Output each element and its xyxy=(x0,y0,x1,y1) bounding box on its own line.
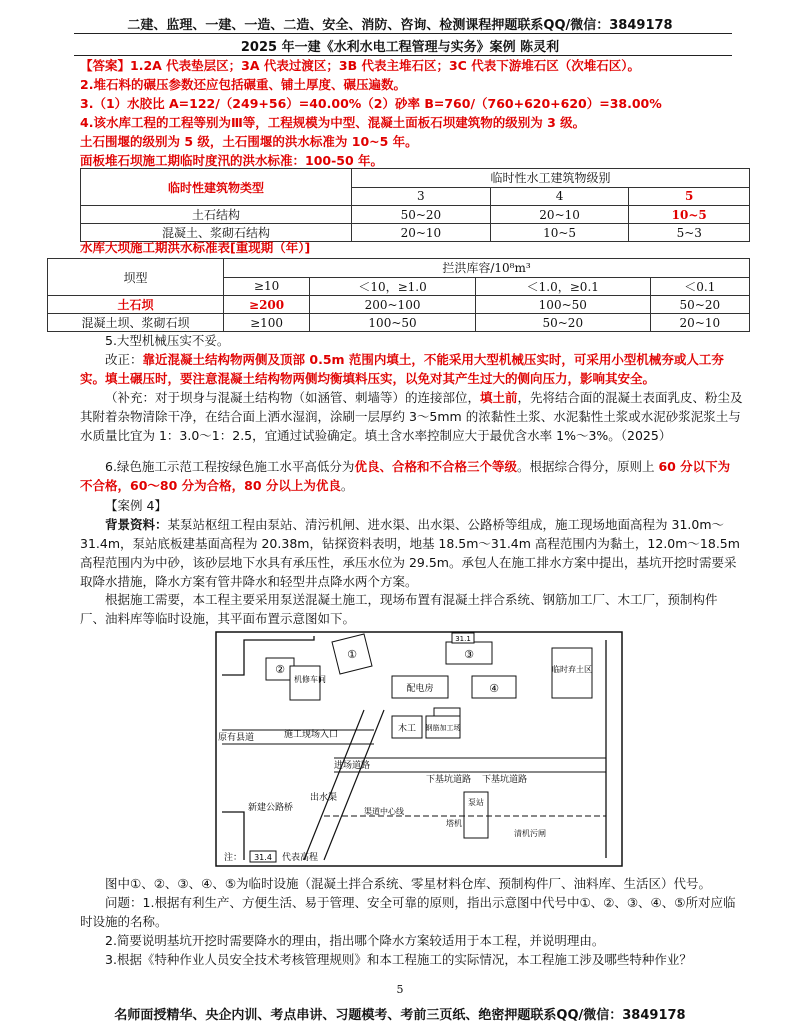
supplement-a: （补充：对于坝身与混凝土结构物（如涵管、刺墙等）的连接部位， xyxy=(105,390,481,405)
table1-cell: 混凝土、浆砌石结构 xyxy=(81,224,352,242)
table2-cell: ≥200 xyxy=(224,296,310,314)
table1-level: 4 xyxy=(490,187,629,206)
answer-line-1: 【答案】1.2A 代表垫层区；3A 代表过渡区；3B 代表主堆石区；3C 代表下游堆石区（次堆石区）。 xyxy=(80,58,640,73)
table1-cell: 20~10 xyxy=(490,206,629,224)
table-row xyxy=(48,296,750,314)
table1-cell: 10~5 xyxy=(629,206,750,224)
question-3: 3.根据《特种作业人员安全技术考核管理规则》和本工程施工的实际情况，本工程施工涉及哪些特种作业？ xyxy=(105,952,692,967)
table2-col-header: 坝型 xyxy=(48,259,224,296)
table1-level: 3 xyxy=(352,187,491,206)
table1-cell: 土石结构 xyxy=(81,206,352,224)
facility-3-label: ③ xyxy=(464,648,474,661)
header-rule-2 xyxy=(74,55,732,56)
facility-2-label: ② xyxy=(275,663,285,676)
facility-1-label: ① xyxy=(347,648,357,661)
table2-cell: 50~20 xyxy=(475,314,650,332)
table2-range: ＜10，≥1.0 xyxy=(310,277,476,296)
question-2: 2.简要说明基坑开挖时需要降水的理由，指出哪个降水方案较适用于本工程，并说明理由。 xyxy=(105,933,605,948)
table1-level: 5 xyxy=(629,187,750,206)
table2-cell: 100~50 xyxy=(310,314,476,332)
part6-d: 60 分以下为不合格，60～80 分为合格，80 分以上为优良 xyxy=(80,459,731,493)
table2-range: ＜0.1 xyxy=(650,277,749,296)
table2-group-header: 拦洪库容/10⁸m³ xyxy=(224,259,750,278)
question-1 xyxy=(80,893,740,931)
wood-shop-label: 木工 xyxy=(397,724,417,734)
header-line-1: 二建、监理、一建、一造、二造、安全、消防、咨询、检测课程押题联系QQ/微信：3849178 xyxy=(127,18,673,33)
table1-col-header: 临时性建筑物类型 xyxy=(81,169,352,206)
part5-line-1: 5.大型机械压实不妥。 xyxy=(105,333,230,348)
pump-station-label: 泵站 xyxy=(468,798,484,807)
note-text: 代表高程 xyxy=(282,853,319,863)
pit-road-label: 下基坑道路 xyxy=(426,775,472,785)
answer-line-2: 2.堆石料的碾压参数还应包括碾重、铺土厚度、碾压遍数。 xyxy=(80,77,406,92)
table1-cell: 20~10 xyxy=(352,224,491,242)
spoil-area-label: 临时弃土区 xyxy=(552,665,592,674)
table1-cell: 10~5 xyxy=(490,224,629,242)
rebar-shop-label: 钢筋加工场 xyxy=(425,724,461,732)
old-road-label: 原有县道 xyxy=(218,733,255,743)
note-label: 注： xyxy=(224,853,243,863)
answer-line-6: 面板堆石坝施工期临时度汛的洪水标准：100-50 年。 xyxy=(80,153,384,168)
table2-cell: 土石坝 xyxy=(48,296,224,314)
header-line-2: 2025 年一建《水利水电工程管理与实务》案例 陈灵利 xyxy=(240,40,560,55)
table1-cell: 5~3 xyxy=(629,224,750,242)
new-bridge-label: 新建公路桥 xyxy=(248,803,294,813)
supplement-c: ，先将结合面的混凝土表面乳皮、粉尘及其附着杂物清除干净，在结合面上洒水湿润，涂刷一层厚约 3～5mm 的浓黏性土浆、水泥黏性土浆或水泥砂浆泥浆土与水质量比宜为 1：3.0～1：2.5，宜通过试验确定。填土含水率控制应大于最优含水率 1%～3%。（2025） xyxy=(80,390,743,443)
dam-flood-standard-table xyxy=(47,258,750,332)
table2-cell: 100~50 xyxy=(475,296,650,314)
table-row xyxy=(81,206,750,224)
answer-line-3: 3.（1）水胶比 A=122/（249+56）=40.00%（2）砂率 B=760/（760+620+620）=38.00% xyxy=(80,96,662,111)
background-text: 某泵站枢纽工程由泵站、清污机闸、进水渠、出水渠、公路桥等组成，施工现场地面高程为 31.0m～31.4m，泵站底板建基面高程为 20.38m，钻探资料表明，地基 18.5m～31.4m 高程范围内为黏土，12.0m～18.5m 高程范围内为中砂，该砂层地下水具有承压性，承压水位为 29.5m。承包人在施工排水方案中提出，基坑开挖时需要采取降水措施，降水方案有管井降水和轻型井点降水两个方案。 xyxy=(80,517,740,589)
answer-line-4: 4.该水库工程的工程等别为Ⅲ等，工程规模为中型、混凝土面板石坝建筑物的级别为 3 级。 xyxy=(80,115,586,130)
temp-building-table xyxy=(80,168,750,242)
table2-cell: ≥100 xyxy=(224,314,310,332)
repair-shop-label: 机修车间 xyxy=(294,675,326,684)
after-figure: 图中①、②、③、④、⑤为临时设施（混凝土拌合系统、零星材料仓库、预制构件厂、油料库、生活区）代号。 xyxy=(105,876,712,891)
facility-4-label: ④ xyxy=(489,682,499,695)
footer: 名师面授精华、央企内训、考点串讲、习题模考、考前三页纸、绝密押题联系QQ/微信：3849178 xyxy=(114,1008,686,1023)
question-label: 问题： xyxy=(105,895,143,910)
supplement-b: 填土前 xyxy=(480,390,518,405)
table2-cell: 混凝土坝、浆砌石坝 xyxy=(48,314,224,332)
part6-b: 优良、合格和不合格三个等级 xyxy=(354,459,517,474)
part6 xyxy=(80,457,740,495)
header-rule-1 xyxy=(74,33,732,34)
case4-background xyxy=(80,515,740,591)
part5-fix xyxy=(80,350,740,388)
site-layout-figure xyxy=(214,630,624,868)
table2-cell: 50~20 xyxy=(650,296,749,314)
entry-label: 施工现场入口 xyxy=(284,730,339,740)
table2-cell: 20~10 xyxy=(650,314,749,332)
question-1-text: 1.根据有利生产、方便生活、易于管理、安全可靠的原则，指出示意图中代号中①、②、③、④、⑤所对应临时设施的名称。 xyxy=(80,895,736,929)
fix-prefix: 改正： xyxy=(105,352,143,367)
table2-range: ＜1.0，≥0.1 xyxy=(475,277,650,296)
part5-supplement xyxy=(80,388,750,445)
table2-range: ≥10 xyxy=(224,277,310,296)
background-label: 背景资料： xyxy=(105,517,168,532)
elev-label: 31.1 xyxy=(455,635,471,643)
part6-e: 。 xyxy=(340,478,354,493)
table1-group-header: 临时性水工建筑物级别 xyxy=(352,169,750,188)
table-row xyxy=(48,314,750,332)
fix-text: 靠近混凝土结构物两侧及顶部 0.5m 范围内填土，不能采用大型机械压实时，可采用小型机械夯或人工夯实。填土碾压时，要注意混凝土结构物两侧均衡填料压实，以免对其产生过大的侧向压力，影响其安全。 xyxy=(80,352,724,386)
page-number: 5 xyxy=(396,983,404,996)
sluice-label: 清机污闸 xyxy=(514,829,546,838)
outflow-label: 出水渠 xyxy=(310,793,338,803)
table2-title: 水库大坝施工期洪水标准表[重现期（年）] xyxy=(80,240,311,255)
pit-road-label: 下基坑道路 xyxy=(482,775,528,785)
table2-cell: 200~100 xyxy=(310,296,476,314)
note-value: 31.4 xyxy=(254,853,272,862)
part6-a: 6.绿色施工示范工程按绿色施工水平高低分为 xyxy=(105,459,355,474)
case4-p2: 根据施工需要，本工程主要采用泵送混凝土施工，现场布置有混凝土拌合系统、钢筋加工厂、木工厂，预制构件厂、油料库等临时设施，其平面布置示意图如下。 xyxy=(80,592,718,626)
entry-road-label: 进场道路 xyxy=(334,761,371,771)
tower-crane-label: 塔机 xyxy=(446,819,462,828)
part6-c: 。根据综合得分，原则上 xyxy=(516,459,659,474)
distribution-room-label: 配电房 xyxy=(406,684,434,694)
canal-centerline-label: 渠道中心线 xyxy=(364,807,404,816)
table1-cell: 50~20 xyxy=(352,206,491,224)
answer-line-5: 土石围堰的级别为 5 级，土石围堰的洪水标准为 10~5 年。 xyxy=(80,134,418,149)
case4-title: 【案例 4】 xyxy=(105,498,167,513)
